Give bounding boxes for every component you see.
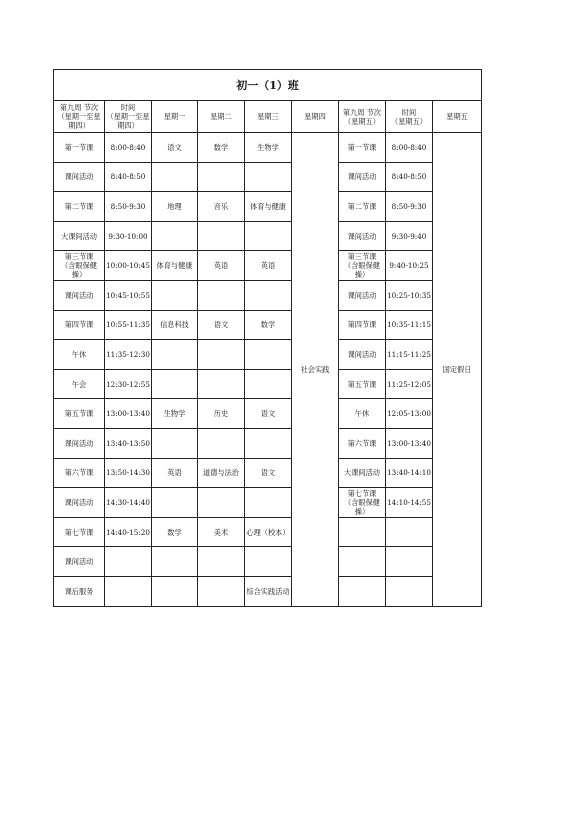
friday-period-cell: 课间活动 — [339, 280, 386, 310]
table-row — [54, 458, 482, 488]
tuesday-cell: 美术 — [198, 517, 245, 547]
tuesday-cell: 道德与法治 — [198, 458, 245, 488]
header-wednesday: 星期三 — [245, 101, 292, 133]
header-monday: 星期一 — [152, 101, 198, 133]
wednesday-cell — [245, 488, 292, 518]
wednesday-cell: 综合实践活动 — [245, 576, 292, 606]
table-row — [54, 310, 482, 340]
period-cell: 第三节课 （含眼保健 操） — [54, 251, 105, 281]
header-period-fri: 第九周 节次 （星期五） — [339, 101, 386, 133]
monday-cell — [152, 340, 198, 370]
header-friday: 星期五 — [433, 101, 482, 133]
friday-time-cell: 10:25-10:35 — [386, 280, 433, 310]
table-row — [54, 369, 482, 399]
time-cell: 8:00-8:40 — [105, 133, 152, 163]
friday-period-cell: 课间活动 — [339, 340, 386, 370]
table-row — [54, 428, 482, 458]
period-cell: 第一节课 — [54, 133, 105, 163]
monday-cell — [152, 488, 198, 518]
wednesday-cell: 体育与健康 — [245, 192, 292, 222]
monday-cell — [152, 280, 198, 310]
tuesday-cell — [198, 488, 245, 518]
period-cell: 第六节课 — [54, 458, 105, 488]
tuesday-cell — [198, 280, 245, 310]
thursday-merged-cell: 社会实践 — [292, 133, 339, 607]
friday-time-cell — [386, 576, 433, 606]
friday-period-cell — [339, 517, 386, 547]
friday-time-cell: 9:40-10:25 — [386, 251, 433, 281]
time-cell: 13:40-13:50 — [105, 428, 152, 458]
friday-time-cell: 11:25-12:05 — [386, 369, 433, 399]
table-row — [54, 162, 482, 192]
friday-time-cell: 9:30-9:40 — [386, 221, 433, 251]
wednesday-cell — [245, 428, 292, 458]
time-cell: 10:55-11:35 — [105, 310, 152, 340]
friday-period-cell: 课间活动 — [339, 162, 386, 192]
table-row — [54, 192, 482, 222]
friday-period-cell: 第一节课 — [339, 133, 386, 163]
wednesday-cell — [245, 369, 292, 399]
friday-time-cell: 13:40-14:10 — [386, 458, 433, 488]
timetable — [53, 69, 482, 607]
monday-cell: 体育与健康 — [152, 251, 198, 281]
monday-cell: 英语 — [152, 458, 198, 488]
table-row — [54, 399, 482, 429]
friday-period-cell: 第六节课 — [339, 428, 386, 458]
period-cell: 课间活动 — [54, 547, 105, 577]
friday-time-cell — [386, 547, 433, 577]
period-cell: 大课间活动 — [54, 221, 105, 251]
wednesday-cell: 心理（校本） — [245, 517, 292, 547]
monday-cell — [152, 162, 198, 192]
wednesday-cell: 数学 — [245, 310, 292, 340]
monday-cell — [152, 428, 198, 458]
friday-period-cell — [339, 576, 386, 606]
time-cell: 11:35-12:30 — [105, 340, 152, 370]
tuesday-cell — [198, 221, 245, 251]
time-cell — [105, 576, 152, 606]
table-row — [54, 280, 482, 310]
wednesday-cell: 语文 — [245, 458, 292, 488]
friday-period-cell — [339, 547, 386, 577]
time-cell: 9:30-10:00 — [105, 221, 152, 251]
period-cell: 课间活动 — [54, 428, 105, 458]
period-cell: 课间活动 — [54, 280, 105, 310]
friday-merged-cell: 国定假日 — [433, 133, 482, 607]
friday-time-cell: 8:40-8:50 — [386, 162, 433, 192]
header-tuesday: 星期二 — [198, 101, 245, 133]
period-cell: 第七节课 — [54, 517, 105, 547]
period-cell: 课间活动 — [54, 162, 105, 192]
period-cell: 午会 — [54, 369, 105, 399]
period-cell: 第二节课 — [54, 192, 105, 222]
table-row — [54, 221, 482, 251]
table-title: 初一（1）班 — [54, 70, 482, 101]
header-period-mon-thu: 第九周 节次 （星期一至星期四） — [54, 101, 105, 133]
friday-time-cell — [386, 517, 433, 547]
period-cell: 课后服务 — [54, 576, 105, 606]
monday-cell: 数学 — [152, 517, 198, 547]
friday-period-cell: 大课间活动 — [339, 458, 386, 488]
friday-time-cell: 8:00-8:40 — [386, 133, 433, 163]
monday-cell — [152, 369, 198, 399]
wednesday-cell — [245, 547, 292, 577]
tuesday-cell — [198, 369, 245, 399]
tuesday-cell: 语文 — [198, 310, 245, 340]
wednesday-cell: 语文 — [245, 399, 292, 429]
wednesday-cell — [245, 162, 292, 192]
friday-period-cell: 课间活动 — [339, 221, 386, 251]
table-row — [54, 517, 482, 547]
time-cell — [105, 547, 152, 577]
time-cell: 13:00-13:40 — [105, 399, 152, 429]
time-cell: 8:50-9:30 — [105, 192, 152, 222]
tuesday-cell: 历史 — [198, 399, 245, 429]
period-cell: 午休 — [54, 340, 105, 370]
wednesday-cell — [245, 221, 292, 251]
tuesday-cell — [198, 340, 245, 370]
table-row — [54, 488, 482, 518]
monday-cell: 语文 — [152, 133, 198, 163]
tuesday-cell: 英语 — [198, 251, 245, 281]
friday-period-cell: 第二节课 — [339, 192, 386, 222]
monday-cell: 信息科技 — [152, 310, 198, 340]
time-cell: 14:40-15:20 — [105, 517, 152, 547]
monday-cell: 地理 — [152, 192, 198, 222]
period-cell: 第五节课 — [54, 399, 105, 429]
time-cell: 10:00-10:45 — [105, 251, 152, 281]
monday-cell — [152, 221, 198, 251]
tuesday-cell — [198, 576, 245, 606]
friday-time-cell: 11:15-11:25 — [386, 340, 433, 370]
tuesday-cell — [198, 162, 245, 192]
friday-period-cell: 第五节课 — [339, 369, 386, 399]
monday-cell — [152, 576, 198, 606]
header-thursday: 星期四 — [292, 101, 339, 133]
table-row — [54, 133, 482, 163]
friday-time-cell: 14:10-14:55 — [386, 488, 433, 518]
monday-cell: 生物学 — [152, 399, 198, 429]
time-cell: 12:30-12:55 — [105, 369, 152, 399]
table-row — [54, 340, 482, 370]
wednesday-cell — [245, 280, 292, 310]
table-row — [54, 547, 482, 577]
header-time-fri: 时间 （星期五） — [386, 101, 433, 133]
friday-time-cell: 13:00-13:40 — [386, 428, 433, 458]
friday-time-cell: 8:50-9:30 — [386, 192, 433, 222]
friday-period-cell: 第四节课 — [339, 310, 386, 340]
table-row — [54, 576, 482, 606]
wednesday-cell: 生物学 — [245, 133, 292, 163]
time-cell: 8:40-8:50 — [105, 162, 152, 192]
header-time-mon-thu: 时间 （星期一至星 期四） — [105, 101, 152, 133]
friday-period-cell: 第三节课 （含眼保健 操） — [339, 251, 386, 281]
table-row — [54, 251, 482, 281]
wednesday-cell: 英语 — [245, 251, 292, 281]
friday-time-cell: 10:35-11:15 — [386, 310, 433, 340]
tuesday-cell: 数学 — [198, 133, 245, 163]
period-cell: 课间活动 — [54, 488, 105, 518]
friday-period-cell: 午休 — [339, 399, 386, 429]
friday-period-cell: 第七节课 （含眼保健 操） — [339, 488, 386, 518]
tuesday-cell: 音乐 — [198, 192, 245, 222]
wednesday-cell — [245, 340, 292, 370]
monday-cell — [152, 547, 198, 577]
friday-time-cell: 12:05-13:00 — [386, 399, 433, 429]
tuesday-cell — [198, 428, 245, 458]
time-cell: 10:45-10:55 — [105, 280, 152, 310]
time-cell: 13:50-14:30 — [105, 458, 152, 488]
tuesday-cell — [198, 547, 245, 577]
time-cell: 14:30-14:40 — [105, 488, 152, 518]
period-cell: 第四节课 — [54, 310, 105, 340]
